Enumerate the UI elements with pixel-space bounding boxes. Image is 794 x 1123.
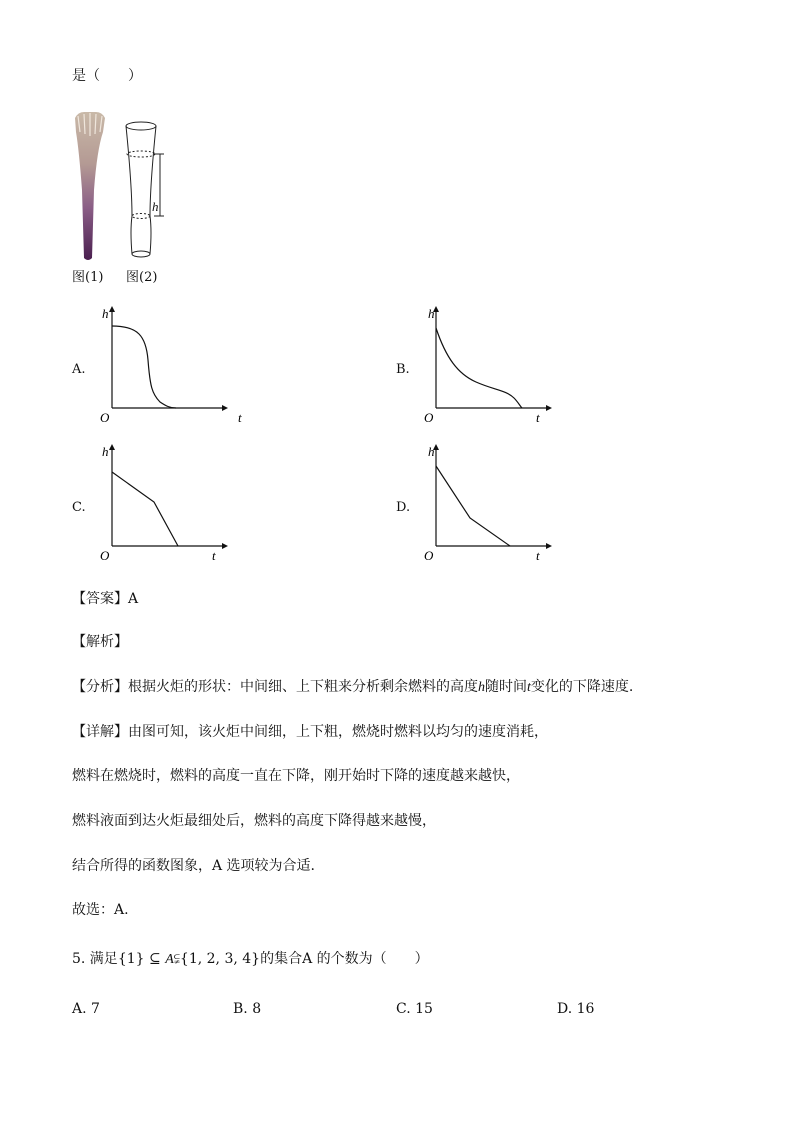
graph-d bbox=[414, 440, 574, 566]
fenxi-text-a: 根据火炬的形状：中间细、上下粗来分析剩余燃料的高度 bbox=[128, 679, 478, 695]
graph-c-y-label: h bbox=[102, 444, 109, 459]
q5-set2: {1, 2, 3, 4} bbox=[179, 951, 261, 967]
vessel-figure bbox=[118, 116, 174, 264]
fenxi-text-c: 变化的下降速度. bbox=[530, 679, 634, 695]
graph-c bbox=[90, 440, 250, 566]
graph-b bbox=[414, 302, 574, 428]
fenxi-var-t: t bbox=[527, 680, 531, 695]
option-c-label: C. bbox=[72, 500, 86, 515]
fenxi-var-h: h bbox=[478, 680, 485, 695]
torch-figure bbox=[70, 110, 110, 262]
graph-c-x-label: t bbox=[212, 548, 216, 563]
option-a-label: A. bbox=[72, 362, 86, 377]
choice-c: C. 15 bbox=[396, 1001, 433, 1017]
explanation-line-3: 结合所得的函数图象，A 选项较为合适. bbox=[72, 858, 316, 874]
q5-subset: ⊆ bbox=[149, 951, 161, 967]
answer-value: A bbox=[128, 591, 139, 607]
answer-line bbox=[72, 589, 138, 609]
explanation-line-2: 燃料液面到达火炬最细处后，燃料的高度下降得越来越慢， bbox=[72, 813, 436, 829]
graph-d-y-label: h bbox=[428, 444, 435, 459]
analysis-tag: 【解析】 bbox=[72, 634, 128, 650]
q5-prefix: 5. 满足 bbox=[72, 951, 118, 967]
detail-line bbox=[72, 722, 548, 742]
q5-suffix: 的集合A 的个数为（ ） bbox=[260, 951, 429, 967]
explanation-line-4: 故选：A. bbox=[72, 902, 129, 918]
fenxi-tag: 【分析】 bbox=[72, 679, 128, 695]
graph-a-y-label: h bbox=[102, 306, 109, 321]
graph-b-origin: O bbox=[424, 410, 434, 425]
figure2-h-label: h bbox=[152, 199, 159, 214]
graph-d-x-label: t bbox=[536, 548, 540, 563]
graph-c-origin: O bbox=[100, 548, 110, 563]
graph-b-x-label: t bbox=[536, 410, 540, 425]
figure2-caption: 图(2) bbox=[126, 270, 158, 285]
graph-a-origin: O bbox=[100, 410, 110, 425]
choice-b: B. 8 bbox=[233, 1001, 262, 1017]
option-b-label: B. bbox=[396, 362, 410, 377]
question-5 bbox=[72, 949, 429, 970]
graph-a bbox=[90, 302, 250, 428]
fenxi-text-b: 随时间 bbox=[485, 679, 527, 695]
detail-text: 由图可知，该火炬中间细，上下粗，燃烧时燃料以均匀的速度消耗， bbox=[128, 724, 548, 740]
option-d-label: D. bbox=[396, 500, 411, 515]
q5-var: A bbox=[165, 952, 174, 967]
detail-tag: 【详解】 bbox=[72, 724, 128, 740]
question-tail: 是（ ） bbox=[72, 68, 142, 84]
choice-a: A. 7 bbox=[72, 1001, 100, 1017]
figure1-caption: 图(1) bbox=[72, 270, 104, 285]
choice-d: D. 16 bbox=[557, 1001, 595, 1017]
q5-psubset: ⫋ bbox=[173, 951, 180, 967]
answer-tag: 【答案】 bbox=[72, 591, 128, 607]
graph-a-x-label: t bbox=[238, 410, 242, 425]
q5-set1: {1} bbox=[117, 951, 145, 967]
fenxi-line bbox=[72, 677, 633, 698]
explanation-line-1: 燃料在燃烧时，燃料的高度一直在下降，刚开始时下降的速度越来越快， bbox=[72, 768, 520, 784]
graph-d-origin: O bbox=[424, 548, 434, 563]
graph-b-y-label: h bbox=[428, 306, 435, 321]
